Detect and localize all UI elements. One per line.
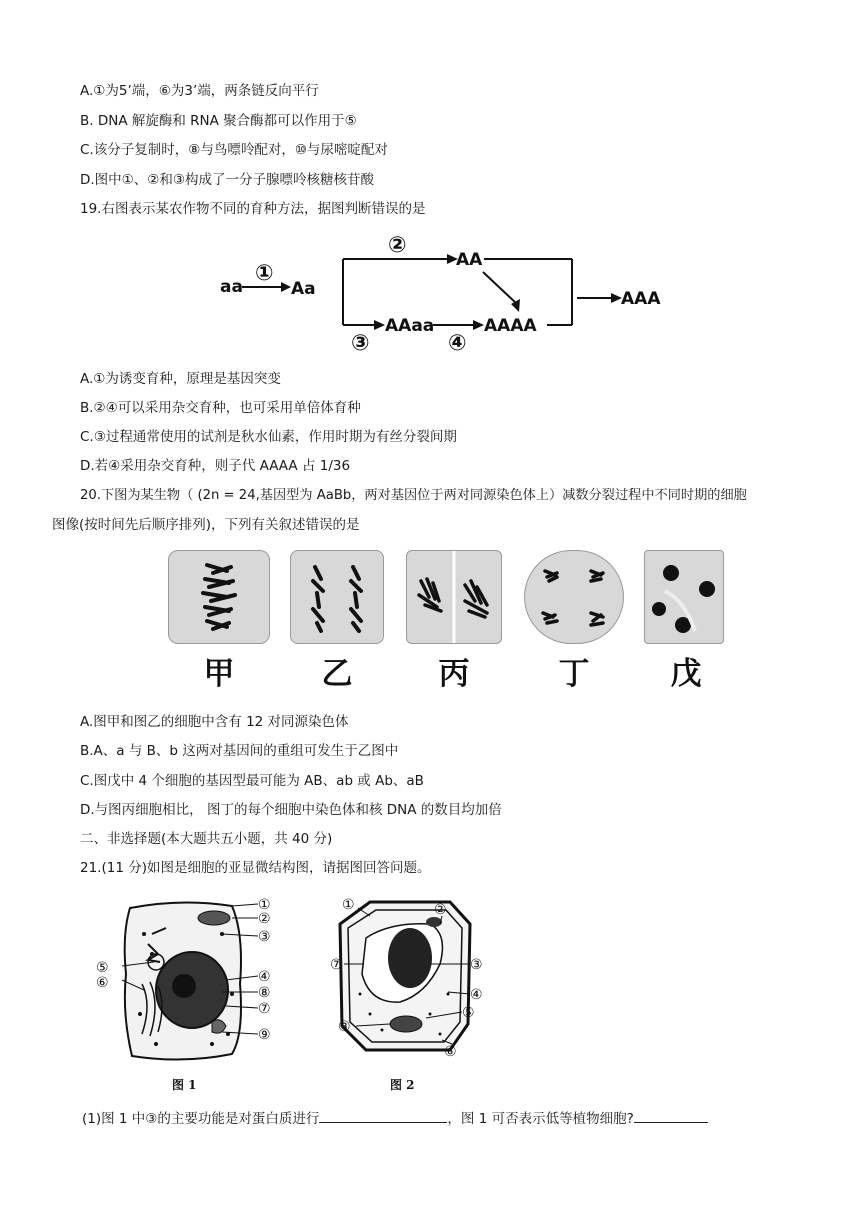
q18-option-a: A.①为5’端，⑥为3’端，两条链反向平行	[80, 83, 319, 99]
fig2-mark-1: ①	[342, 897, 355, 913]
cell-label-bing: 丙	[438, 656, 470, 692]
meiosis-cell-images	[168, 550, 713, 690]
fig2-mark-3: ③	[470, 957, 483, 973]
q20-stem-line1: 20.下图为某生物（ (2n = 24,基因型为 AaBb，两对基因位于两对同源染色体上）减数分裂过程中不同时期的细胞	[80, 488, 747, 503]
figure-1-caption: 图 1	[172, 1078, 197, 1092]
q19-option-d: D.若④采用杂交育种，则子代 AAAA 占 1/36	[80, 458, 351, 474]
fig2-mark-8: ⑧	[338, 1019, 351, 1035]
fig2-mark-2: ②	[434, 902, 447, 918]
fig1-mark-1: ①	[258, 897, 271, 913]
diagram-mark-3: ③	[351, 331, 370, 356]
fig1-mark-7: ⑦	[258, 1001, 271, 1017]
fig2-mark-6: ⑥	[444, 1044, 457, 1060]
q20-option-a: A.图甲和图乙的细胞中含有 12 对同源染色体	[80, 714, 349, 730]
diagram-aa: aa	[220, 277, 243, 297]
q18-option-b: B. DNA 解旋酶和 RNA 聚合酶都可以作用于⑤	[80, 113, 357, 129]
q19-option-c: C.③过程通常使用的试剂是秋水仙素，作用时期为有丝分裂间期	[80, 429, 457, 445]
cell-label-yi: 乙	[321, 656, 353, 692]
q19-stem: 19.右图表示某农作物不同的育种方法，据图判断错误的是	[80, 201, 426, 217]
diagram-mark-4: ④	[448, 331, 467, 356]
fig1-mark-2: ②	[258, 911, 271, 927]
cell-jia-image	[168, 550, 270, 644]
section-2-heading: 二、非选择题(本大题共五小题，共 40 分)	[80, 831, 333, 847]
fig2-mark-4: ④	[470, 987, 483, 1003]
diagram-AAaa: AAaa	[385, 316, 435, 336]
fig2-mark-5: ⑤	[462, 1005, 475, 1021]
fig2-mark-7: ⑦	[330, 957, 343, 973]
diagram-mark-1: ①	[255, 261, 274, 286]
diagram-AAA: AAA	[621, 289, 661, 309]
cell-label-ding: 丁	[558, 656, 590, 692]
q21-sub1-answer-blank-1[interactable]	[319, 1108, 447, 1123]
q19-option-b: B.②④可以采用杂交育种，也可采用单倍体育种	[80, 400, 361, 416]
fig1-mark-6: ⑥	[96, 975, 109, 991]
cell-label-wu: 戊	[670, 656, 702, 692]
q18-option-c: C.该分子复制时，⑧与鸟嘌呤配对，⑩与尿嘧啶配对	[80, 142, 388, 158]
figure-2-plant-cell	[330, 894, 500, 1062]
fig1-mark-3: ③	[258, 929, 271, 945]
q20-option-b: B.A、a 与 B、b 这两对基因间的重组可发生于乙图中	[80, 743, 399, 759]
q21-sub1-text-b: ，图 1 可否表示低等植物细胞?	[447, 1111, 634, 1127]
cell-ding-image	[524, 550, 624, 644]
fig1-mark-8: ⑧	[258, 985, 271, 1001]
breeding-diagram	[215, 232, 685, 356]
figure-1-animal-cell	[92, 894, 292, 1074]
q20-option-d: D.与图丙细胞相比， 图丁的每个细胞中染色体和核 DNA 的数目均加倍	[80, 802, 502, 818]
q20-stem-line2: 图像(按时间先后顺序排列)，下列有关叙述错误的是	[52, 517, 360, 533]
q21-sub1-text-a: (1)图 1 中③的主要功能是对蛋白质进行	[82, 1111, 320, 1127]
diagram-mark-2: ②	[388, 233, 407, 258]
fig1-mark-9: ⑨	[258, 1027, 271, 1043]
q21-sub1-answer-blank-2[interactable]	[634, 1108, 708, 1123]
q21-sub1	[82, 1108, 708, 1129]
q19-option-a: A.①为诱变育种，原理是基因突变	[80, 371, 281, 387]
cell-yi-image	[290, 550, 384, 644]
q20-option-c: C.图戊中 4 个细胞的基因型最可能为 AB、ab 或 Ab、aB	[80, 773, 424, 789]
cell-wu-image	[644, 550, 724, 644]
figure-2-caption: 图 2	[390, 1078, 415, 1092]
fig1-mark-4: ④	[258, 969, 271, 985]
q18-option-d: D.图中①、②和③构成了一分子腺嘌呤核糖核苷酸	[80, 172, 374, 188]
cell-bing-image	[406, 550, 502, 644]
fig1-mark-5: ⑤	[96, 960, 109, 976]
diagram-AAAA: AAAA	[484, 316, 537, 336]
diagram-Aa: Aa	[291, 279, 316, 299]
q21-stem: 21.(11 分)如图是细胞的亚显微结构图，请据图回答问题。	[80, 860, 431, 876]
cell-label-jia: 甲	[203, 656, 235, 692]
diagram-AA: AA	[456, 250, 483, 270]
